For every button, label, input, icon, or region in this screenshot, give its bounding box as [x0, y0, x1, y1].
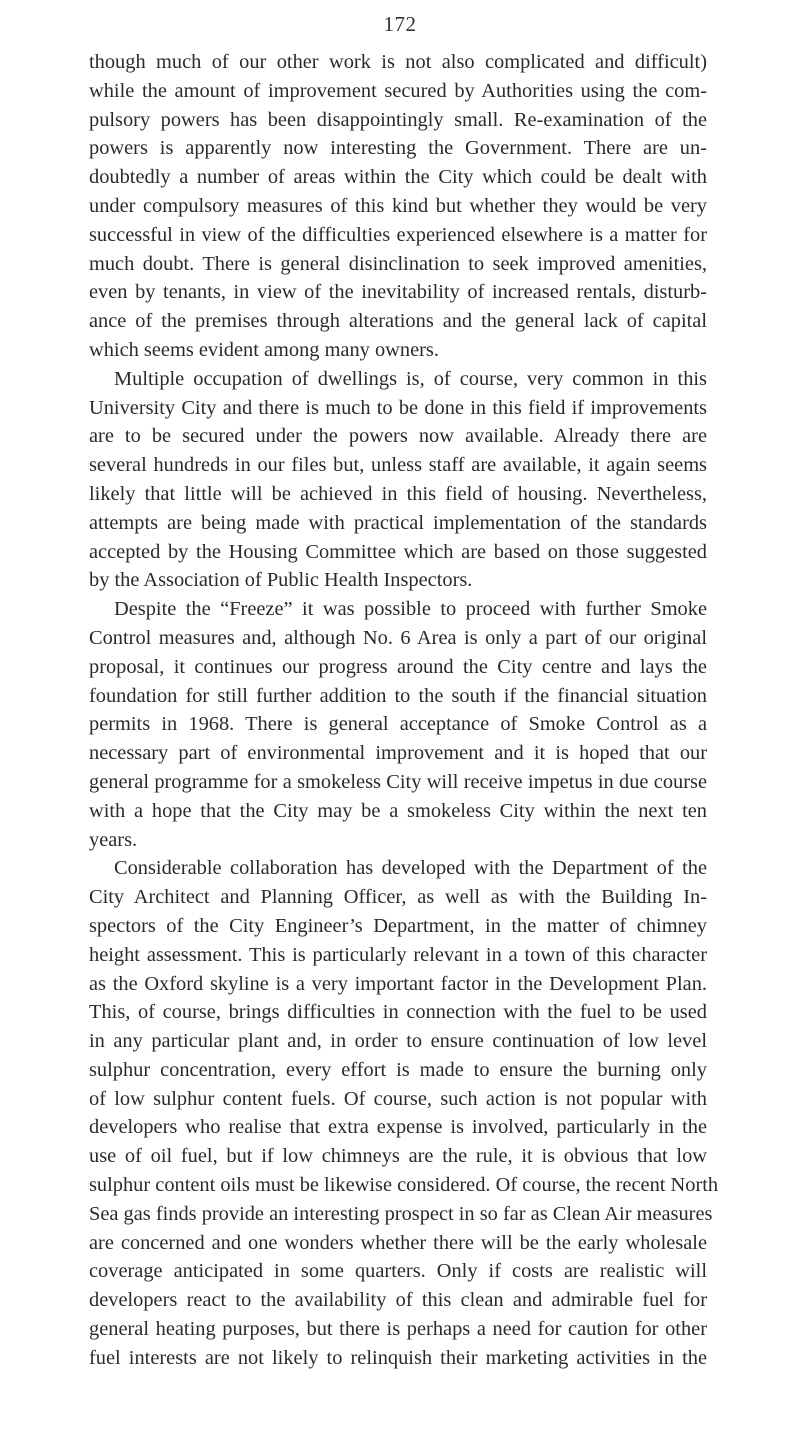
text-line: fuel interests are not likely to relinquish their marketing activities in the — [89, 1346, 707, 1369]
text-line: ance of the premises through alterations and the general lack of capital — [89, 310, 707, 333]
text-line: coverage anticipated in some quarters. Only if costs are realistic will — [89, 1260, 707, 1283]
page-number: 172 — [383, 12, 417, 36]
text-line: Multiple occupation of dwellings is, of course, very common in this — [114, 367, 707, 390]
text-line: are to be secured under the powers now available. Already there are — [89, 425, 707, 448]
text-line: use of oil fuel, but if low chimneys are the rule, it is obvious that low — [89, 1145, 707, 1168]
text-line: general programme for a smokeless City will receive impetus in due course — [89, 770, 707, 793]
text-line: several hundreds in our files but, unless staff are available, it again seems — [89, 454, 707, 477]
text-line: though much of our other work is not also complicated and difficult) — [89, 51, 707, 73]
text-line: University City and there is much to be done in this field if improvements — [89, 396, 707, 419]
text-line: City Architect and Planning Officer, as well as with the Building In- — [89, 886, 707, 909]
text-line: which seems evident among many owners. — [89, 338, 439, 361]
text-line: are concerned and one wonders whether there will be the early wholesale — [89, 1231, 707, 1254]
text-line: with a hope that the City may be a smokeless City within the next ten — [89, 799, 707, 822]
text-line: pulsory powers has been disappointingly small. Re-examination of the — [89, 108, 707, 131]
text-line: by the Association of Public Health Inspectors. — [89, 569, 473, 592]
text-line: Control measures and, although No. 6 Area is only a part of our original — [89, 626, 707, 649]
text-line: as the Oxford skyline is a very important factor in the Development Plan. — [89, 972, 707, 995]
text-line: accepted by the Housing Committee which are based on those suggested — [89, 540, 707, 563]
text-line: spectors of the City Engineer’s Department, in the matter of chimney — [89, 914, 707, 937]
text-line: while the amount of improvement secured by Authorities using the com- — [89, 79, 707, 102]
text-line: general heating purposes, but there is perhaps a need for caution for other — [89, 1318, 707, 1341]
text-line: Sea gas finds provide an interesting prospect in so far as Clean Air measures — [89, 1202, 713, 1225]
text-line: developers who realise that extra expense is involved, particularly in the — [89, 1116, 707, 1139]
text-line: proposal, it continues our progress around the City centre and lays the — [89, 655, 707, 678]
text-line: likely that little will be achieved in this field of housing. Nevertheless, — [89, 482, 707, 505]
body-text — [89, 48, 719, 1373]
text-line: even by tenants, in view of the inevitability of increased rentals, disturb- — [89, 281, 707, 304]
text-line: Despite the “Freeze” it was possible to proceed with further Smoke — [114, 598, 707, 621]
text-line: doubtedly a number of areas within the City which could be dealt with — [89, 166, 707, 189]
text-line: permits in 1968. There is general acceptance of Smoke Control as a — [89, 713, 707, 736]
text-line: sulphur concentration, every effort is made to ensure the burning only — [89, 1058, 707, 1081]
text-line: foundation for still further addition to the south if the financial situation — [89, 684, 707, 707]
text-line: This, of course, brings difficulties in connection with the fuel to be used — [89, 1001, 707, 1024]
text-line: necessary part of environmental improvement and it is hoped that our — [89, 742, 707, 765]
text-line: attempts are being made with practical implementation of the standards — [89, 511, 707, 534]
text-line: years. — [89, 828, 138, 851]
text-line: successful in view of the difficulties experienced elsewhere is a matter for — [89, 223, 707, 246]
text-line: much doubt. There is general disinclination to seek improved amenities, — [89, 252, 707, 275]
text-line: of low sulphur content fuels. Of course, such action is not popular with — [89, 1087, 707, 1110]
text-line: height assessment. This is particularly relevant in a town of this character — [89, 943, 707, 966]
text-line: in any particular plant and, in order to ensure continuation of low level — [89, 1030, 707, 1053]
text-line: under compulsory measures of this kind but whether they would be very — [89, 194, 707, 217]
text-line: Considerable collaboration has developed with the Department of the — [114, 857, 707, 880]
text-line: powers is apparently now interesting the Government. There are un- — [89, 137, 707, 160]
text-line: sulphur content oils must be likewise considered. Of course, the recent North — [89, 1174, 719, 1197]
text-line: developers react to the availability of this clean and admirable fuel for — [89, 1289, 707, 1312]
